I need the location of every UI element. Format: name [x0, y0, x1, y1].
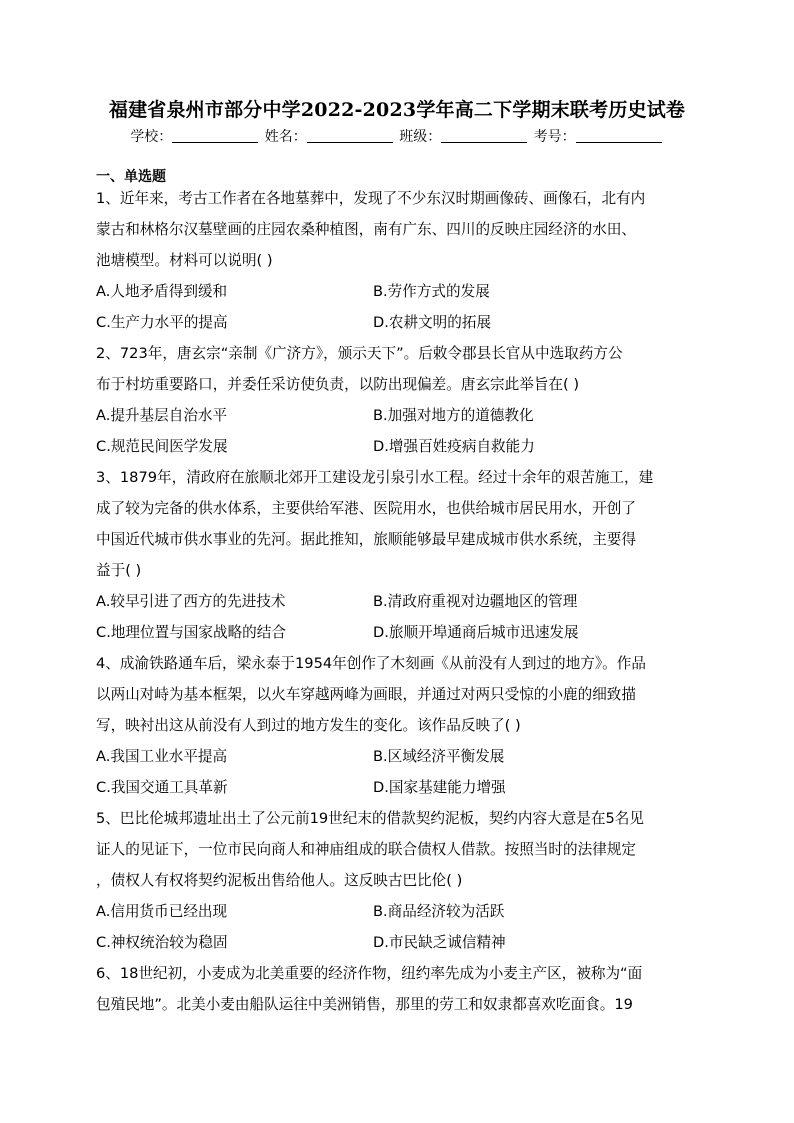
exam-number-label: 考号： [533, 129, 576, 145]
question-stem-line: 中国近代城市供水事业的先河。据此推知，旅顺能够最早建成城市供水系统，主要得 [96, 531, 636, 548]
question-stem-line: 成了较为完备的供水体系，主要供给军港、医院用水，也供给城市居民用水，开创了 [96, 500, 636, 517]
question-4 [96, 648, 700, 803]
question-3 [96, 462, 700, 648]
option-group [96, 276, 700, 338]
question-stem-line: 益于( ) [96, 562, 142, 579]
question-stem-line: 3、1879年，清政府在旅顺北郊开工建设龙引泉引水工程。经过十余年的艰苦施工，建 [96, 469, 654, 486]
question-stem-line: 布于村坊重要路口，并委任采访使负责，以防出现偏差。唐玄宗此举旨在( ) [96, 376, 580, 393]
question-stem-line: 证人的见证下，一位市民向商人和神庙组成的联合债权人借款。按照当时的法律规定 [96, 841, 636, 858]
answer-option[interactable]: B.劳作方式的发展 [373, 283, 490, 300]
answer-option[interactable]: C.规范民间医学发展 [96, 438, 228, 455]
answer-option[interactable]: B.清政府重视对边疆地区的管理 [373, 593, 578, 610]
answer-option[interactable]: A.我国工业水平提高 [96, 748, 228, 765]
answer-option[interactable]: C.生产力水平的提高 [96, 314, 228, 331]
question-stem-line: ，债权人有权将契约泥板出售给他人。这反映古巴比伦( ) [96, 872, 463, 889]
answer-option[interactable]: B.商品经济较为活跃 [373, 903, 505, 920]
answer-option[interactable]: A.提升基层自治水平 [96, 407, 228, 424]
question-stem-line: 4、成渝铁路通车后，梁永泰于1954年创作了木刻画《从前没有人到过的地方》。作品 [96, 655, 646, 672]
exam-title: 福建省泉州市部分中学2022-2023学年高二下学期末联考历史试卷 [108, 99, 686, 121]
answer-option[interactable]: D.市民缺乏诚信精神 [373, 934, 506, 951]
question-stem-line: 写，映衬出这从前没有人到过的地方发生的变化。该作品反映了( ) [96, 717, 521, 734]
option-group [96, 896, 700, 958]
answer-option[interactable]: C.神权统治较为稳固 [96, 934, 228, 951]
question-stem-line: 6、18世纪初，小麦成为北美重要的经济作物，纽约率先成为小麦主产区，被称为“面 [96, 965, 643, 982]
answer-option[interactable]: A.较早引进了西方的先进技术 [96, 593, 286, 610]
answer-option[interactable]: B.加强对地方的道德教化 [373, 407, 534, 424]
option-group [96, 586, 700, 648]
section-heading: 一、单选题 [96, 169, 166, 185]
class-blank[interactable] [441, 128, 527, 143]
option-group [96, 741, 700, 803]
question-stem-line: 包殖民地”。北美小麦由船队运往中美洲销售，那里的劳工和奴隶都喜欢吃面食。19 [96, 996, 633, 1013]
student-info-row [0, 126, 794, 146]
question-stem-line: 池塘模型。材料可以说明( ) [96, 252, 273, 269]
name-label: 姓名： [264, 129, 307, 145]
answer-option[interactable]: C.地理位置与国家战略的结合 [96, 624, 286, 641]
question-6 [96, 958, 700, 1020]
question-stem-line: 1、近年来，考古工作者在各地墓葬中，发现了不少东汉时期画像砖、画像石，北有内 [96, 190, 646, 207]
answer-option[interactable]: D.国家基建能力增强 [373, 779, 506, 796]
answer-option[interactable]: B.区域经济平衡发展 [373, 748, 505, 765]
class-label: 班级： [399, 129, 442, 145]
question-stem-line: 以两山对峙为基本框架，以火车穿越两峰为画眼，并通过对两只受惊的小鹿的细致描 [96, 686, 636, 703]
question-stem-line: 5、巴比伦城邦遗址出土了公元前19世纪末的借款契约泥板，契约内容大意是在5名见 [96, 810, 644, 827]
answer-option[interactable]: D.旅顺开埠通商后城市迅速发展 [373, 624, 579, 641]
question-5 [96, 803, 700, 958]
answer-option[interactable]: D.增强百姓疫病自救能力 [373, 438, 535, 455]
answer-option[interactable]: C.我国交通工具革新 [96, 779, 228, 796]
school-blank[interactable] [172, 128, 258, 143]
question-stem-line: 蒙古和林格尔汉墓壁画的庄园农桑种植图，南有广东、四川的反映庄园经济的水田、 [96, 221, 636, 238]
answer-option[interactable]: D.农耕文明的拓展 [373, 314, 492, 331]
question-list [96, 183, 700, 1020]
answer-option[interactable]: A.人地矛盾得到缓和 [96, 283, 228, 300]
exam-number-blank[interactable] [576, 128, 662, 143]
question-1 [96, 183, 700, 338]
answer-option[interactable]: A.信用货币已经出现 [96, 903, 228, 920]
school-label: 学校： [130, 129, 173, 145]
question-stem-line: 2、723年，唐玄宗“亲制《广济方》，颁示天下”。后敕令郡县长官从中选取药方公 [96, 345, 623, 362]
name-blank[interactable] [307, 128, 393, 143]
question-2 [96, 338, 700, 462]
option-group [96, 400, 700, 462]
